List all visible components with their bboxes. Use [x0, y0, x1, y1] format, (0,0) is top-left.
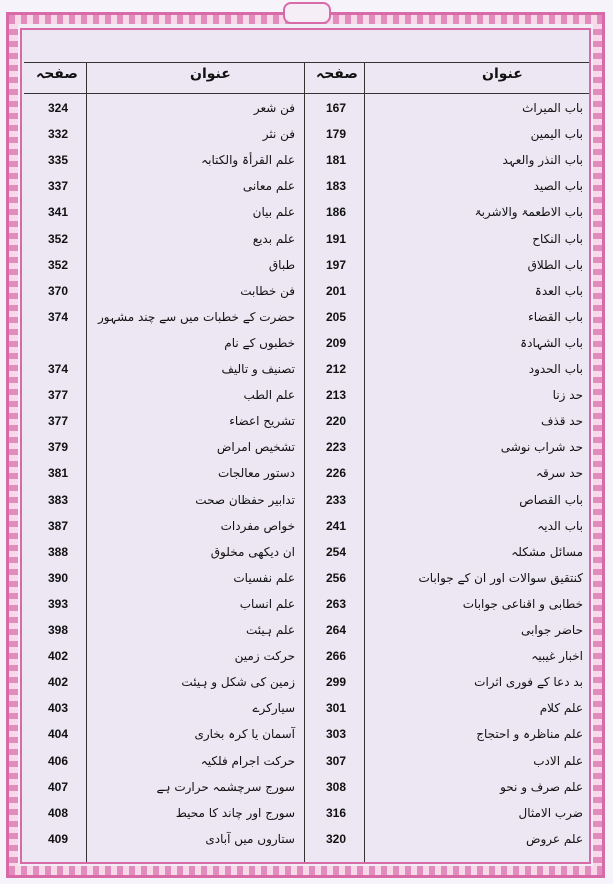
left-entry-title: تشریح اعضاء [229, 414, 295, 428]
column-divider [304, 62, 305, 862]
header-right-page: صفحہ [316, 66, 358, 82]
right-entry-title: باب القضاء [528, 310, 583, 324]
right-entry-page: 320 [325, 832, 347, 846]
right-entry-title: باب الشہادۃ [520, 336, 583, 350]
right-entry-page: 301 [325, 701, 347, 715]
left-entry-page: 393 [47, 597, 69, 611]
left-entry-title: فن شعر [253, 101, 295, 115]
left-entry-title: علم بیان [252, 205, 295, 219]
left-entry-page: 335 [47, 153, 69, 167]
left-entry-page: 377 [47, 388, 69, 402]
right-entry-page: 226 [325, 466, 347, 480]
left-entry-page: 374 [47, 310, 69, 324]
right-entry-title: علم کلام [539, 701, 583, 715]
left-entry-page: 381 [47, 466, 69, 480]
right-entry-title: باب المیراث [522, 101, 583, 115]
right-entry-page: 233 [325, 493, 347, 507]
left-entry-page: 388 [47, 545, 69, 559]
left-entry-title: علم نفسیات [233, 571, 295, 585]
column-divider [86, 62, 87, 862]
right-entry-title: بد دعا کے فوری اثرات [474, 675, 583, 689]
right-entry-title: علم عروض [525, 832, 583, 846]
right-entry-page: 308 [325, 780, 347, 794]
left-entry-title: حضرت کے خطبات میں سے چند مشہور [98, 310, 295, 324]
left-entry-page: 352 [47, 258, 69, 272]
left-entry-title: حرکت اجرام فلکیہ [200, 754, 295, 768]
right-entry-title: باب الصید [533, 179, 583, 193]
right-entry-page: 316 [325, 806, 347, 820]
right-entry-page: 179 [325, 127, 347, 141]
right-entry-title: علم مناظرہ و احتجاج [476, 727, 583, 741]
page-tab [283, 2, 331, 24]
header-left-page: صفحہ [36, 66, 78, 82]
left-entry-title: سیارکرے [252, 701, 295, 715]
right-entry-title: باب الدیہ [537, 519, 583, 533]
left-entry-page: 383 [47, 493, 69, 507]
right-entry-page: 254 [325, 545, 347, 559]
left-entry-title: خطبوں کے نام [224, 336, 295, 350]
left-entry-page: 387 [47, 519, 69, 533]
left-entry-page: 406 [47, 754, 69, 768]
right-entry-title: ضرب الامثال [518, 806, 583, 820]
right-entry-page: 205 [325, 310, 347, 324]
left-entry-title: حرکت زمین [234, 649, 295, 663]
right-entry-page: 266 [325, 649, 347, 663]
left-entry-title: تشخیص امراض [216, 440, 295, 454]
left-entry-page: 408 [47, 806, 69, 820]
right-entry-page: 209 [325, 336, 347, 350]
left-entry-title: علم معانی [242, 179, 295, 193]
right-entry-page: 197 [325, 258, 347, 272]
left-entry-page: 332 [47, 127, 69, 141]
left-entry-title: خواص مفردات [220, 519, 295, 533]
left-entry-title: فن نثر [262, 127, 295, 141]
left-entry-title: فن خطابت [240, 284, 295, 298]
left-entry-title: تصنیف و تالیف [221, 362, 295, 376]
left-entry-page: 390 [47, 571, 69, 585]
left-entry-title: علم الطب [243, 388, 295, 402]
right-entry-title: مسائل مشکلہ [511, 545, 583, 559]
right-entry-page: 241 [325, 519, 347, 533]
left-entry-page: 398 [47, 623, 69, 637]
right-entry-title: باب النذر والعہد [502, 153, 583, 167]
left-entry-title: تدابیر حفظان صحت [195, 493, 295, 507]
left-entry-page: 409 [47, 832, 69, 846]
right-entry-page: 256 [325, 571, 347, 585]
header-right-title: عنوان [482, 66, 523, 82]
right-entry-title: علم صرف و نحو [500, 780, 583, 794]
right-entry-page: 307 [325, 754, 347, 768]
right-entry-title: باب العدۃ [534, 284, 583, 298]
right-entry-page: 186 [325, 205, 347, 219]
left-entry-title: سورج سرچشمہ حرارت ہے [156, 780, 295, 794]
left-entry-title: ستاروں میں آبادی [205, 832, 295, 846]
right-entry-title: حد سرقہ [536, 466, 583, 480]
right-entry-page: 167 [325, 101, 347, 115]
right-entry-title: حد قذف [540, 414, 583, 428]
left-entry-page: 403 [47, 701, 69, 715]
left-entry-page: 379 [47, 440, 69, 454]
right-entry-page: 181 [325, 153, 347, 167]
left-entry-page: 402 [47, 675, 69, 689]
left-entry-title: سورج اور چاند کا محیط [175, 806, 295, 820]
left-entry-page: 341 [47, 205, 69, 219]
left-entry-page: 370 [47, 284, 69, 298]
right-entry-page: 183 [325, 179, 347, 193]
left-entry-title: دستور معالجات [217, 466, 295, 480]
right-entry-title: حد زنا [552, 388, 583, 402]
right-entry-title: خطابی و اقناعی جوابات [462, 597, 583, 611]
right-entry-title: حد شراب نوشی [500, 440, 583, 454]
right-entry-title: حاضر جوابی [521, 623, 583, 637]
left-entry-title: علم ہیئت [246, 623, 295, 637]
right-entry-title: باب الطلاق [527, 258, 583, 272]
right-entry-title: باب الحدود [528, 362, 583, 376]
left-entry-page: 407 [47, 780, 69, 794]
right-entry-page: 212 [325, 362, 347, 376]
right-entry-page: 220 [325, 414, 347, 428]
left-entry-title: آسمان یا کرہ بخاری [194, 727, 295, 741]
right-entry-page: 264 [325, 623, 347, 637]
right-entry-title: علم الادب [533, 754, 583, 768]
right-entry-page: 213 [325, 388, 347, 402]
left-entry-page: 404 [47, 727, 69, 741]
left-entry-title: علم انساب [239, 597, 295, 611]
left-entry-title: طباق [268, 258, 295, 272]
right-entry-title: باب الاطعمۃ والاشربۃ [474, 205, 583, 219]
left-entry-title: علم القرأۃ والکتابہ [201, 153, 295, 167]
right-entry-page: 299 [325, 675, 347, 689]
right-entry-title: اخبار غیبیہ [531, 649, 583, 663]
right-entry-page: 223 [325, 440, 347, 454]
left-entry-page: 324 [47, 101, 69, 115]
left-entry-page: 402 [47, 649, 69, 663]
left-entry-title: زمین کی شکل و ہیئت [181, 675, 295, 689]
header-left-title: عنوان [190, 66, 231, 82]
right-entry-title: باب النکاح [532, 232, 583, 246]
left-entry-title: ان دیکھی مخلوق [210, 545, 295, 559]
right-entry-title: باب القصاص [519, 493, 583, 507]
right-entry-page: 191 [325, 232, 347, 246]
left-entry-page: 377 [47, 414, 69, 428]
left-entry-page: 352 [47, 232, 69, 246]
right-entry-title: باب الیمین [530, 127, 583, 141]
right-entry-page: 263 [325, 597, 347, 611]
left-entry-page: 337 [47, 179, 69, 193]
right-entry-page: 201 [325, 284, 347, 298]
column-divider [364, 62, 365, 862]
right-entry-title: کنتقیق سوالات اور ان کے جوابات [418, 571, 583, 585]
left-entry-page: 374 [47, 362, 69, 376]
right-entry-page: 303 [325, 727, 347, 741]
left-entry-title: علم بدیع [252, 232, 295, 246]
